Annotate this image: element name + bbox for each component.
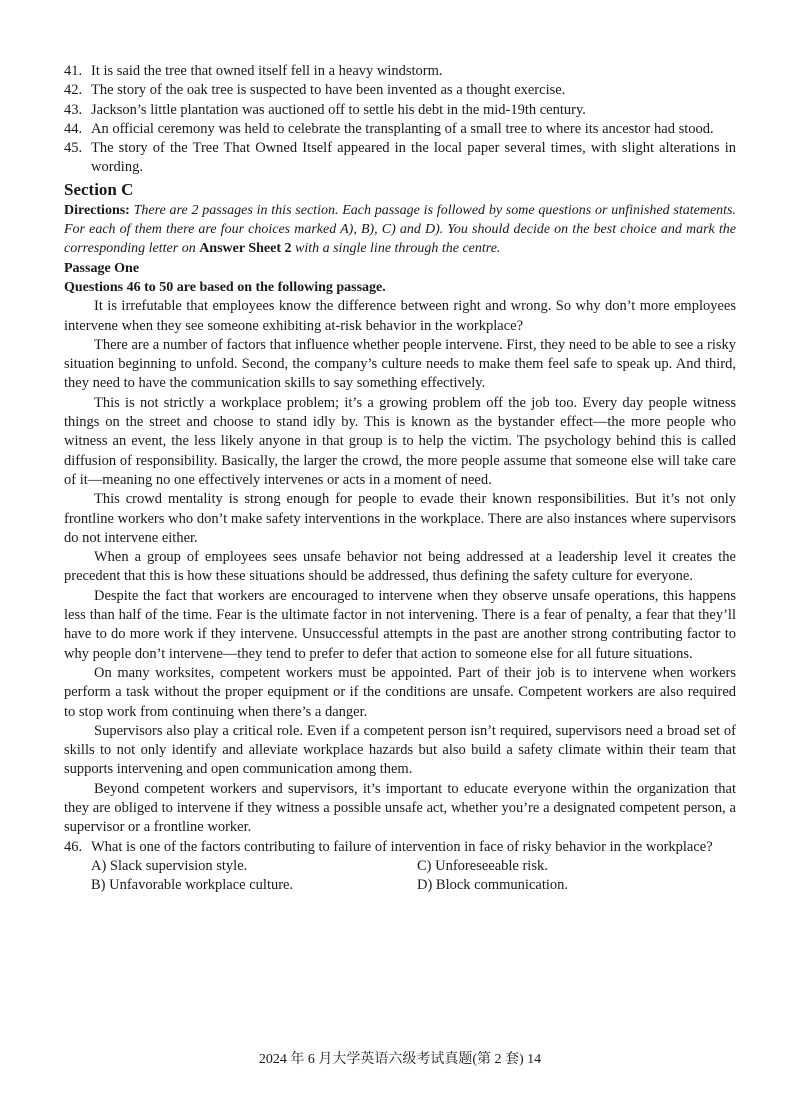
statement-number: 42. bbox=[64, 82, 83, 99]
question-text: What is one of the factors contributing to failure of intervention in face of risky behavior in the workplace? bbox=[91, 838, 713, 855]
directions-tail: with a single line through the centre. bbox=[291, 241, 501, 257]
paragraph: Beyond competent workers and supervisors, it’s important to educate everyone within the organization that they are obliged to intervene if they witness a possible unsafe act, whether you’re a designated competent person, a supervisor or a frontline worker. bbox=[64, 780, 736, 836]
statement-number: 41. bbox=[64, 63, 83, 79]
directions-lead: Directions: bbox=[64, 202, 130, 218]
statement-number: 44. bbox=[64, 120, 83, 137]
directions bbox=[64, 201, 736, 259]
paragraph: This is not strictly a workplace problem; it’s a growing problem off the job too. Every day people witness things on the street and choose to stand idly by. This is known as the bystander effect—the more people who witness an event, the less likely anyone in that group is to help the victim. The psychology behind this is called diffusion of responsibility. Basically, the larger the crowd, the more people assume that someone else will take care of it—meaning no one effectively intervenes or acts in a moment of need. bbox=[64, 394, 736, 488]
statement-number: 45. bbox=[64, 140, 83, 157]
paragraph: Supervisors also play a critical role. Even if a competent person isn’t required, supervisors need a broad set of skills to not only identify and alleviate workplace hazards but also build a safety climate within their team that supports intervening and open communication among them. bbox=[64, 722, 736, 778]
directions-body: There are 2 passages in this section. Each passage is followed by some questions or unfinished statements. For each of them there are four choices marked A), B), C) and D). You should decide on the best choice and mark the corresponding letter on bbox=[64, 202, 736, 257]
statement-43 bbox=[64, 101, 736, 120]
passage-label: Passage One bbox=[64, 260, 140, 276]
statement-text: It is said the tree that owned itself fell in a heavy windstorm. bbox=[91, 63, 443, 79]
answer-sheet-label: Answer Sheet 2 bbox=[199, 241, 292, 257]
paragraph: When a group of employees sees unsafe behavior not being addressed at a leadership level it creates the precedent that this is how these situations should be addressed, thus defining the safety culture for everyone. bbox=[64, 549, 736, 585]
statement-text: Jackson’s little plantation was auctioned off to settle his debt in the mid-19th century. bbox=[91, 101, 586, 118]
paragraph: On many worksites, competent workers must be appointed. Part of their job is to intervene when workers perform a task without the proper equipment or if the conditions are unsafe. Competent workers are also required to stop work from continuing when there’s a danger. bbox=[64, 664, 736, 720]
option-b: B) Unfavorable workplace culture. bbox=[91, 877, 294, 894]
option-c: C) Unforeseeable risk. bbox=[417, 857, 548, 874]
passage-body bbox=[64, 297, 736, 837]
question-number: 46. bbox=[64, 838, 83, 855]
statement-41 bbox=[64, 62, 736, 81]
section-title: Section C bbox=[64, 179, 134, 199]
answer-options bbox=[64, 857, 736, 896]
paragraph: Despite the fact that workers are encouraged to intervene when they observe unsafe operations, this happens less than half of the time. Fear is the ultimate factor in not intervening. There is a fear of penalty, a fear that they’ll have to do more work if they intervene. Unsuccessful attempts in the past are another strong contributing factor to why people don’t intervene—they tend to prefer to defer that action to someone else for all future situations. bbox=[64, 587, 736, 662]
option-a: A) Slack supervision style. bbox=[91, 857, 248, 874]
statement-list bbox=[64, 62, 736, 178]
paragraph: This crowd mentality is strong enough for people to evade their known responsibilities. But it’s not only frontline workers who don’t make safety interventions in the workplace. There are also instances where supervisors do not intervene either. bbox=[64, 491, 736, 546]
page-footer: 2024 年 6 月大学英语六级考试真题(第 2 套) 14 bbox=[258, 1052, 542, 1067]
statement-42 bbox=[64, 81, 736, 100]
paragraph: It is irrefutable that employees know the difference between right and wrong. So why don’t more employees intervene when they see someone exhibiting at-risk behavior in the workplace? bbox=[64, 298, 736, 334]
statement-number: 43. bbox=[64, 101, 83, 118]
option-d: D) Block communication. bbox=[417, 877, 569, 894]
statement-45 bbox=[64, 139, 736, 178]
statement-text: The story of the Tree That Owned Itself appeared in the local paper several times, with slight alterations in wording. bbox=[91, 140, 736, 176]
question-46 bbox=[64, 838, 736, 857]
page-content bbox=[64, 62, 736, 895]
paragraph: There are a number of factors that influence whether people intervene. First, they need to be able to see a risky situation beginning to unfold. Second, the company’s culture needs to make them feel safe to speak up. And third, they need to have the communication skills to say something effectively. bbox=[64, 336, 736, 392]
statement-text: An official ceremony was held to celebrate the transplanting of a small tree to where its ancestor had stood. bbox=[91, 120, 714, 137]
statement-text: The story of the oak tree is suspected to have been invented as a thought exercise. bbox=[91, 82, 566, 99]
questions-intro: Questions 46 to 50 are based on the following passage. bbox=[64, 279, 386, 295]
statement-44 bbox=[64, 120, 736, 139]
